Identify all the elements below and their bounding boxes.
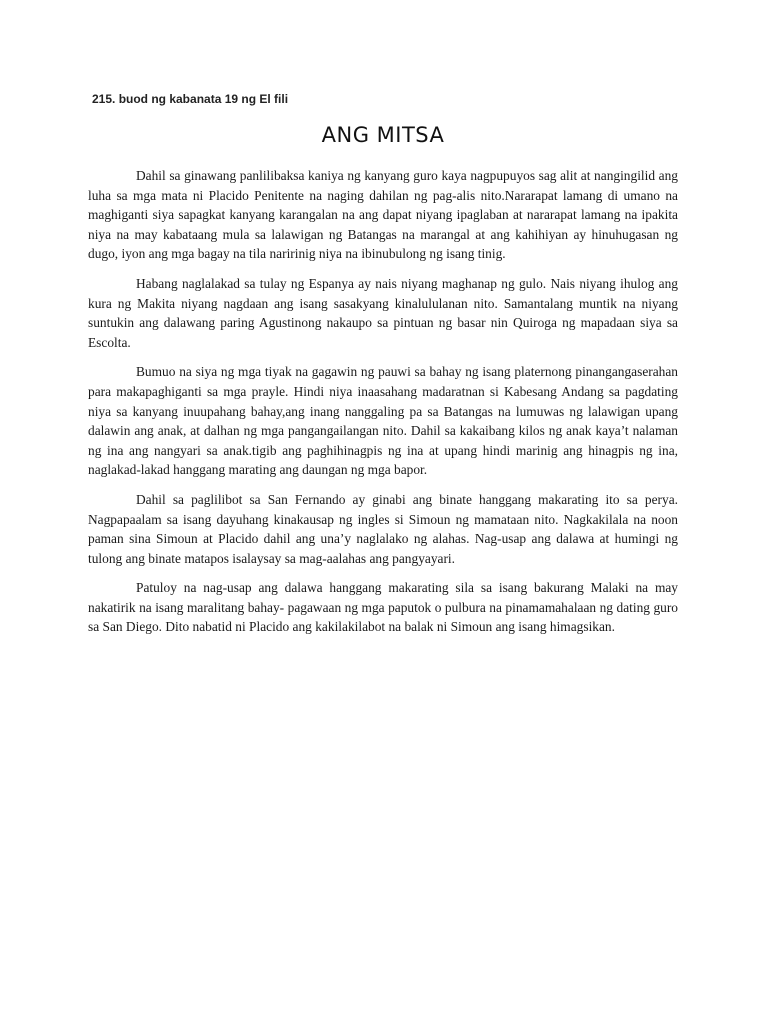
paragraph-1: Dahil sa ginawang panlilibaksa kaniya ng kanyang guro kaya nagpupuyos sag alit at nangingilid ang luha sa mga mata ni Placido Penitente na naging dahilan ng pag-alis nito.Nararapat lamang di umano na maghiganti siya sapagkat kanyang karangalan na ang dapat niyang ipaglaban at nararapat lamang na ipakita niya na may kabataang mula sa lalawigan ng Batangas na marangal at ang kahihiyan ay hinuhugasan ng dugo, iyon ang mga bagay na tila naririnig niya na ibinubulong ng isang tinig. [88, 168, 678, 262]
document-body [88, 166, 678, 647]
paragraph-2: Habang naglalakad sa tulay ng Espanya ay nais niyang maghanap ng gulo. Nais niyang ihulog ang kura ng Makita niyang nagdaan ang isang sasakyang kinalululanan nito. Samantalang muntik na niyang suntukin ang dalawang paring Agustinong nakaupo sa pintuan ng basar nin Quiroga ng mapadaan siya sa Escolta. [88, 275, 678, 350]
document-heading: 215. buod ng kabanata 19 ng El fili [92, 92, 289, 106]
paragraph-5: Patuloy na nag-usap ang dalawa hanggang makarating sila sa isang bakurang Malaki na may nakatirik na isang maralitang bahay- pagawaan ng mga paputok o pulbura na pinamamahalaan ng dating guro sa San Diego. Dito nabatid ni Placido ang kakilakilabot na balak ni Simoun ang isang himagsikan. [88, 580, 678, 635]
document-page [88, 0, 678, 1024]
document-title: ANG MITSA [321, 123, 445, 147]
paragraph-4: Dahil sa paglilibot sa San Fernando ay ginabi ang binate hanggang makarating ito sa perya. Nagpapaalam sa isang dayuhang kinakausap ng ingles si Simoun ng mamataan nito. Nagkakilala na noon paman sina Simoun at Placido dahil ang una’y naglalako ng alahas. Nag-usap ang dalawa at humingi ng tulong ang binate matapos isalaysay sa mag-aalahas ang pangyayari. [88, 491, 678, 566]
paragraph-3: Bumuo na siya ng mga tiyak na gagawin ng pauwi sa bahay ng isang platernong pinangangaserahan para makapaghiganti sa mga prayle. Hindi niya inaasahang madaratnan si Kabesang Andang sa pagdating niya sa kanyang inuupahang bahay,ang inang nanggaling pa sa Batangas na lumuwas ng lalawigan upang dalawin ang anak, at dalhan ng mga pangangailangan nito. Dahil sa kakaibang kilos ng anak kaya’t nalaman ng ina ang nangyari sa anak.tigib ang paghihinagpis ng ina at upang hindi marinig ang hinagpis ng ina, naglakad-lakad hanggang marating ang daungan ng mga bapor. [88, 364, 678, 478]
